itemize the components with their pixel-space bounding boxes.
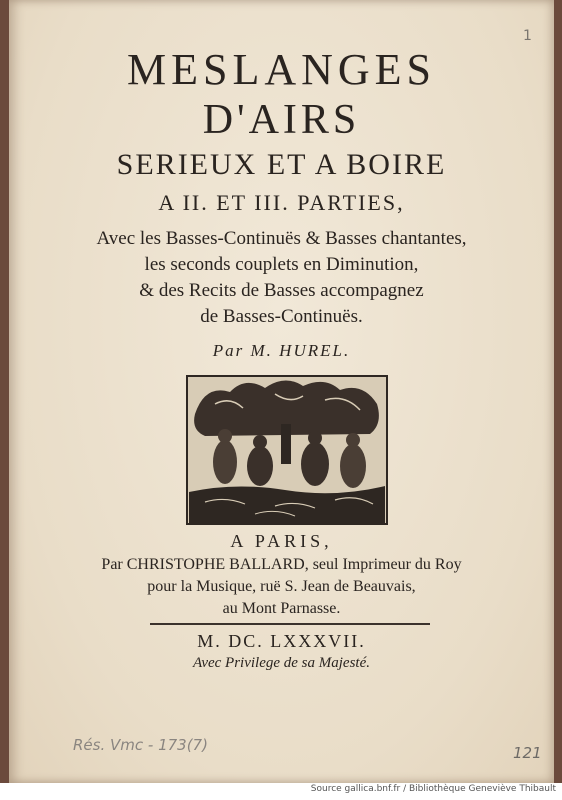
- divider-rule: [150, 623, 430, 625]
- imprint-line-3: au Mont Parnasse.: [222, 600, 341, 617]
- description-line-4: de Basses-Continuës.: [200, 306, 363, 327]
- imprint-place: A PARIS,: [230, 531, 333, 551]
- title-line-2: D'AIRS: [202, 97, 361, 143]
- imprint-line-1: Par CHRISTOPHE BALLARD, seul Imprimeur du Roy: [101, 556, 462, 573]
- pencil-folio-number: 1: [523, 28, 532, 44]
- shelfmark-annotation: Rés. Vmc - 173(7): [73, 736, 208, 754]
- title-line-4: A II. ET III. PARTIES,: [158, 190, 405, 215]
- publication-date: M. DC. LXXXVII.: [197, 631, 366, 651]
- description-line-3: & des Recits de Basses accompagnez: [139, 280, 424, 301]
- woodcut-illustration: [185, 374, 389, 526]
- description-line-1: Avec les Basses-Continuës & Basses chantantes,: [96, 228, 467, 249]
- imprint-line-2: pour la Musique, ruë S. Jean de Beauvais,: [147, 578, 416, 595]
- source-credit: Source gallica.bnf.fr / Bibliothèque Geneviève Thibault: [310, 784, 556, 794]
- privilege-line: Avec Privilege de sa Majesté.: [192, 655, 370, 671]
- title-line-1: MESLANGES: [126, 45, 437, 94]
- title-page: [9, 0, 554, 783]
- pencil-page-number: 121: [513, 744, 542, 762]
- author-line: Par M. HUREL.: [212, 341, 351, 360]
- description-line-2: les seconds couplets en Diminution,: [144, 254, 419, 275]
- title-line-3: SERIEUX ET A BOIRE: [116, 148, 447, 181]
